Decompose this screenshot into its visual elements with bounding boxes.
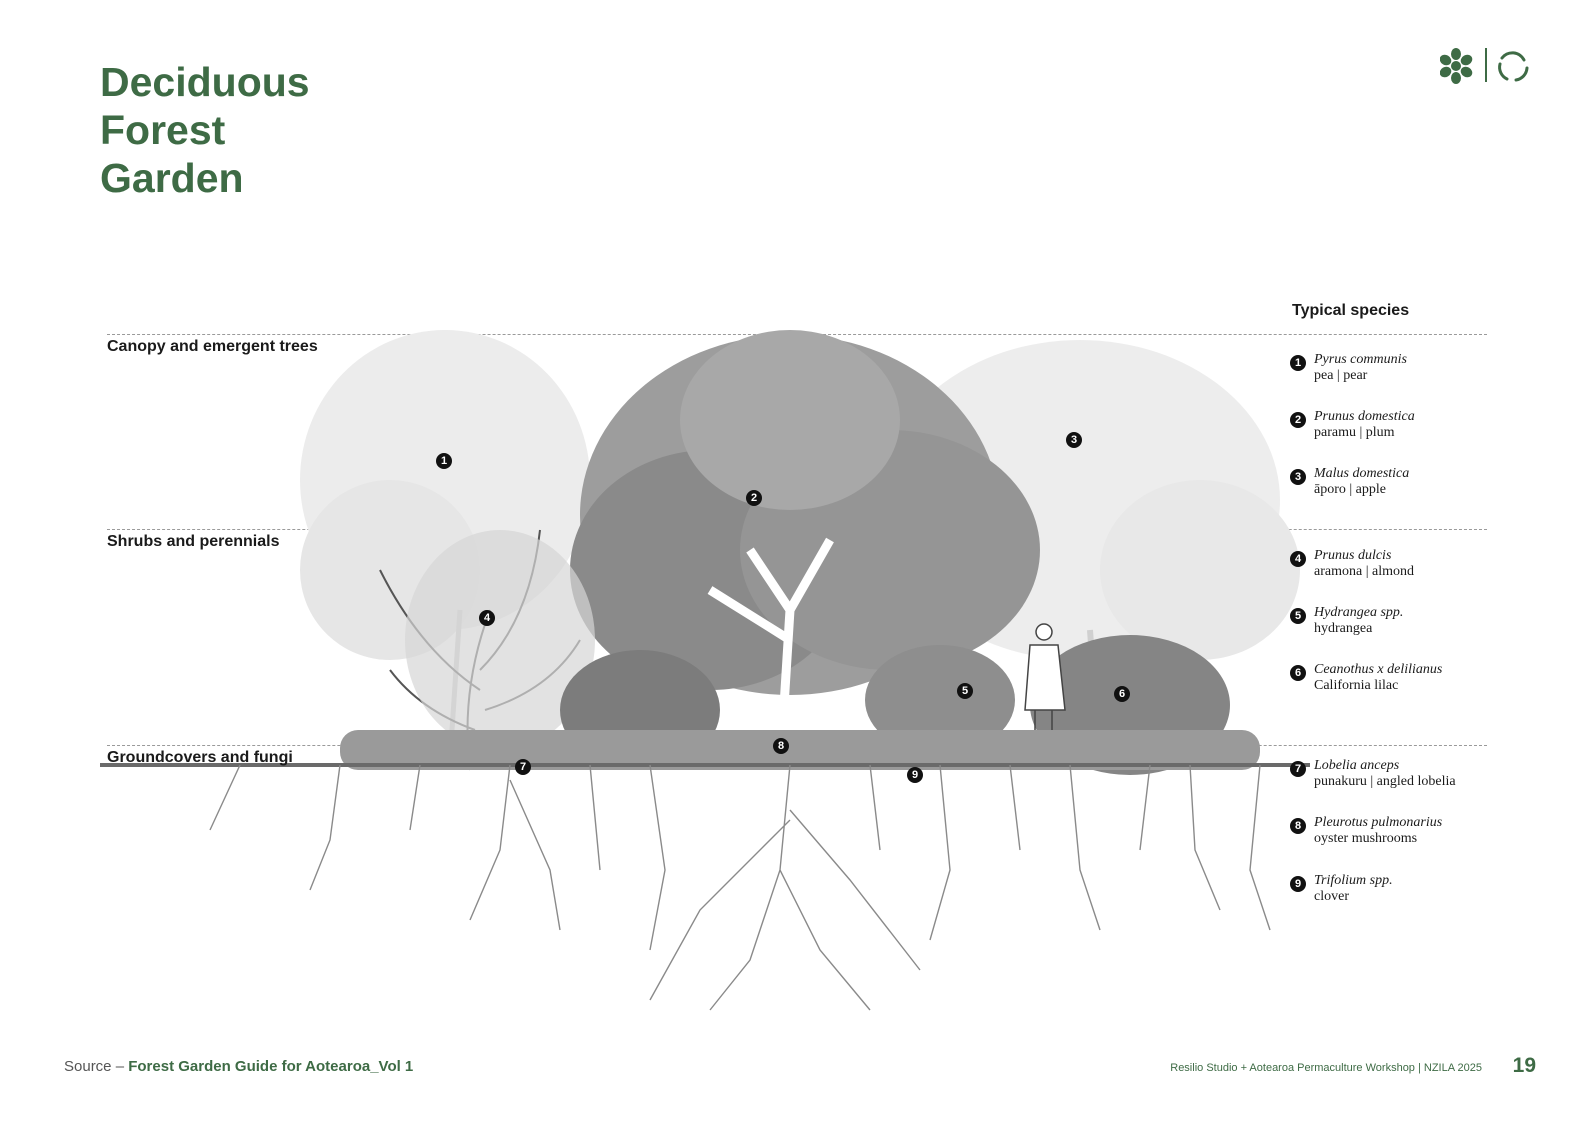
species-number: 1 [1290, 355, 1306, 371]
species-common-name: punakuru | angled lobelia [1314, 774, 1456, 789]
species-number: 7 [1290, 761, 1306, 777]
forest-garden-illustration [90, 310, 1320, 1030]
marker-8: 8 [773, 738, 789, 754]
species-number: 5 [1290, 608, 1306, 624]
source-credit [64, 1058, 413, 1075]
species-common-name: oyster mushrooms [1314, 831, 1418, 846]
marker-9: 9 [907, 767, 923, 783]
species-scientific-name: Pleurotus pulmonarius [1314, 815, 1443, 830]
species-common-name: paramu | plum [1314, 425, 1395, 440]
species-scientific-name: Lobelia anceps [1314, 758, 1400, 773]
title-line: Deciduous [100, 59, 310, 105]
species-scientific-name: Prunus dulcis [1314, 548, 1392, 563]
species-heading: Typical species [1292, 302, 1410, 319]
species-common-name: clover [1314, 889, 1349, 904]
species-number: 8 [1290, 818, 1306, 834]
title-line: Forest [100, 107, 226, 153]
species-scientific-name: Trifolium spp. [1314, 873, 1393, 888]
species-common-name: aramona | almond [1314, 564, 1414, 579]
marker-5: 5 [957, 683, 973, 699]
species-common-name: pea | pear [1314, 368, 1368, 383]
species-scientific-name: Ceanothus x delilianus [1314, 662, 1443, 677]
species-number: 4 [1290, 551, 1306, 567]
circular-arrows-icon [1500, 53, 1527, 80]
footer-credit: Resilio Studio + Aotearoa Permaculture Workshop | NZILA 2025 [1170, 1062, 1482, 1074]
marker-3: 3 [1066, 432, 1082, 448]
species-scientific-name: Prunus domestica [1314, 409, 1415, 424]
species-number: 3 [1290, 469, 1306, 485]
marker-2: 2 [746, 490, 762, 506]
logo-divider [1485, 48, 1487, 82]
page-title [100, 58, 310, 202]
marker-1: 1 [436, 453, 452, 469]
brand-logos [1440, 46, 1540, 86]
species-number: 6 [1290, 665, 1306, 681]
species-common-name: hydrangea [1314, 621, 1373, 636]
species-common-name: California lilac [1314, 678, 1399, 693]
root-system-illustration [210, 765, 1270, 1010]
layer-label-shrubs: Shrubs and perennials [107, 533, 280, 550]
species-scientific-name: Pyrus communis [1314, 352, 1407, 367]
asterisk-flower-icon [1440, 48, 1474, 84]
species-number: 2 [1290, 412, 1306, 428]
species-scientific-name: Malus domestica [1314, 466, 1410, 481]
species-common-name: āporo | apple [1314, 482, 1386, 497]
layer-label-ground: Groundcovers and fungi [107, 749, 293, 766]
source-prefix: Source – [64, 1058, 125, 1075]
page-number: 19 [1512, 1054, 1536, 1077]
source-title: Forest Garden Guide for Aotearoa_Vol 1 [128, 1058, 414, 1075]
title-line: Garden [100, 155, 244, 201]
marker-6: 6 [1114, 686, 1130, 702]
marker-4: 4 [479, 610, 495, 626]
layer-label-canopy: Canopy and emergent trees [107, 338, 318, 355]
marker-7: 7 [515, 759, 531, 775]
species-number: 9 [1290, 876, 1306, 892]
species-scientific-name: Hydrangea spp. [1314, 605, 1404, 620]
